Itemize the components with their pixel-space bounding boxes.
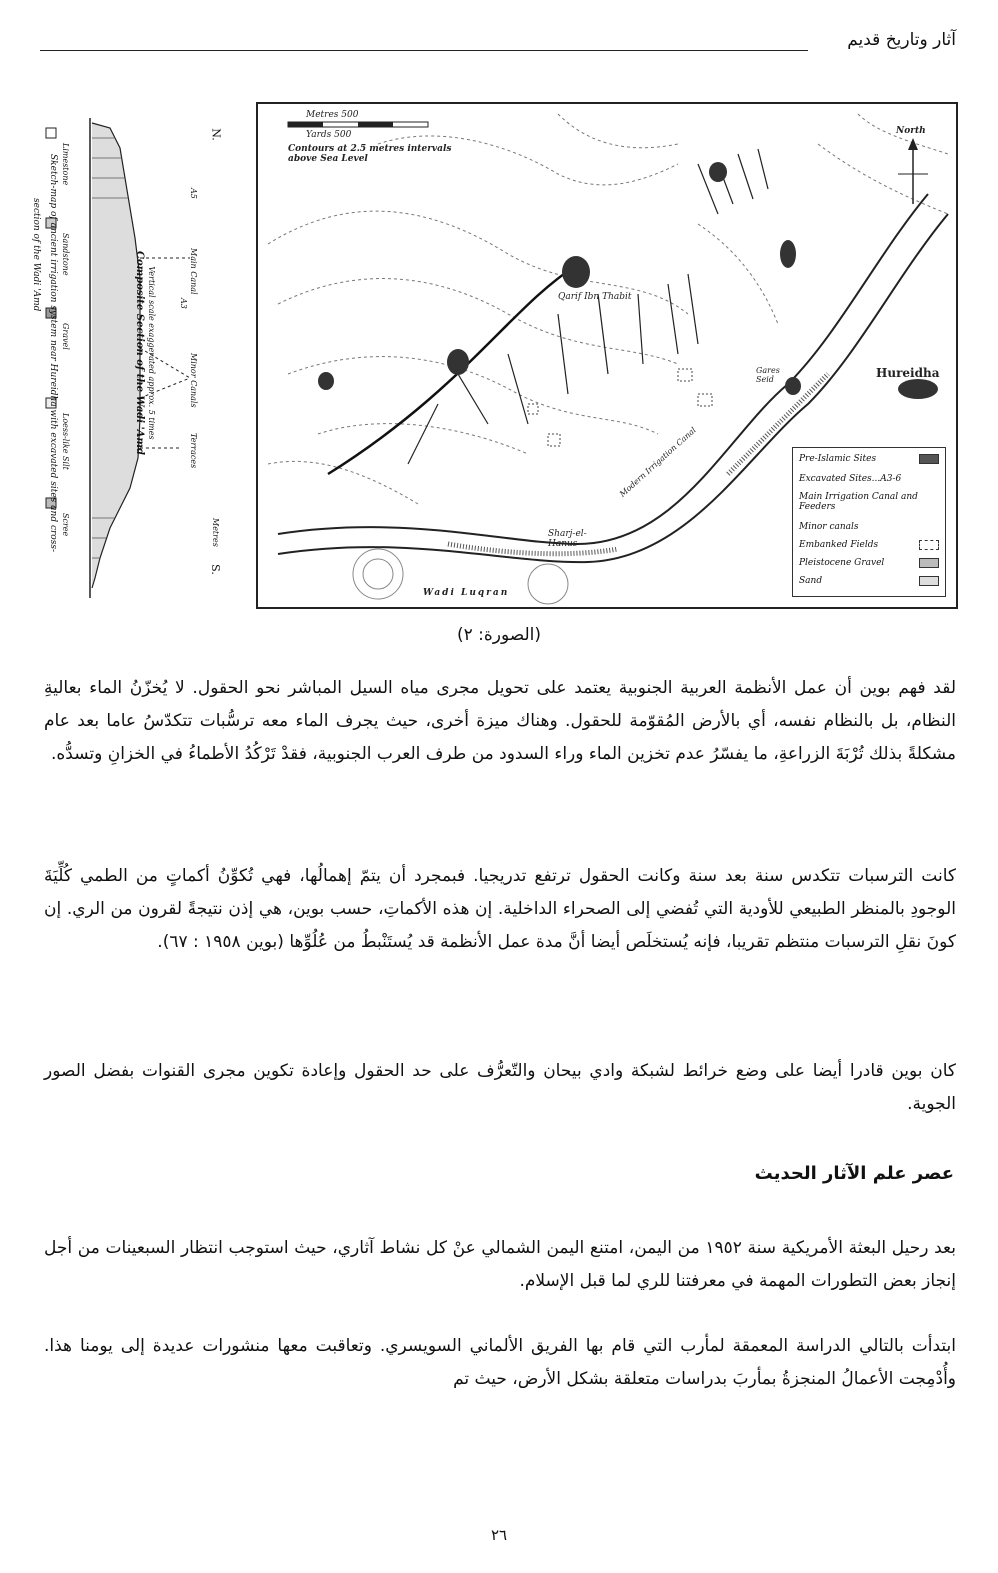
key-sandstone: Sandstone <box>61 233 70 276</box>
paragraph-3: كان بوين قادرا أيضا على وضع خرائط لشبكة وادي بيحان والتّعرُّف على حد الحقول وإعادة تكوين مجرى القنوات بفضل الصور الجوية. <box>44 1061 956 1114</box>
north-label: North <box>896 126 926 136</box>
running-header: آثار وتاريخ قديم <box>847 30 956 50</box>
section-title: Composite Section of the Wadi 'Amd <box>134 251 145 455</box>
pre-islamic-sites <box>318 162 938 399</box>
page-number: ٢٦ <box>490 1526 508 1544</box>
scale-bar <box>288 122 428 127</box>
composite-section <box>31 98 236 608</box>
place-gares: Gares Seid <box>756 366 780 384</box>
section-caption-2: section of the Wadi 'Amd <box>31 198 41 312</box>
modern-canal-label: Modern Irrigation Canal <box>618 425 698 499</box>
legend-item: Minor canals <box>799 522 859 532</box>
place-qarif: Qarif Ibn Thabit <box>558 292 632 302</box>
section-minor-canals: Minor Canals <box>189 353 198 408</box>
header-rule <box>40 50 808 51</box>
section-north: N. <box>209 128 223 141</box>
section-subtitle: Vertical scale exaggerated approx. 5 times <box>147 266 156 440</box>
place-sharj: Sharj-el-Hanus <box>548 529 587 549</box>
place-hureidha: Hureidha <box>876 366 940 380</box>
irrigation-map <box>256 102 958 609</box>
paragraph-2: كانت الترسبات تتكدس سنة بعد سنة وكانت الحقول ترتفع تدريجيا. فبمجرد أن يتمّ إهمالُها، فهي تُكوِّنُ أكماتٍ من الطمي كُلِّيَةَ الوجودِ بالمنظر الطبيعي للأودية التي تُفضي إلى الصحراء الداخلية. إن هذه الأكماتِ، حسب بوين، هي إذن نتيجةً لقرون من الري. إن كونَ نقلِ الترسبات منتظم تقريبا، فإنه يُستخلَص أيضا أنَّ مدة عمل الأنظمة قد يُستَنْبطُ من عُلُوِّها (بوين ١٩٥٨ : ٦٧). <box>44 866 956 952</box>
key-scree: Scree <box>61 513 70 537</box>
paragraph-4: بعد رحيل البعثة الأمريكية سنة ١٩٥٢ من اليمن، امتنع اليمن الشمالي عنْ كل نشاط آثاري، حيث استوجب انتظار السبعينات من أجل إنجاز بعض التطورات المهمة في معرفتنا للري لما قبل الإسلام. <box>44 1238 956 1291</box>
paragraph-1: لقد فهم بوين أن عمل الأنظمة العربية الجنوبية يعتمد على تحويل مجرى مياه السيل المباشر نحو الحقول. لا يُخزّنُ الماء بعاليةِ النظام، بل بالنظام نفسه، أي بالأرض المُقوّمة للحقول. وهناك ميزة أخرى، حيث يجرف الماء معه ترسُّبات تتكدّسُ عاما بعد عام مشكلةً بذلك تُرْبَةَ الزراعةِ، ما يفسّرُ عدم تخزين الماء وراء السدود من طرف العرب الجنوبية، فقدْ تَرْكُدُ الأطماءُ في الخزانِ وتسدُّه. <box>44 678 956 764</box>
legend-item: Main Irrigation Canal and Feeders <box>799 492 918 512</box>
section-terraces: Terraces <box>189 433 198 469</box>
section-south: S. <box>208 564 222 575</box>
section-heading: عصر علم الآثار الحديث <box>754 1163 954 1184</box>
key-loess: Loess-like Silt <box>61 413 70 470</box>
key-gravel: Gravel <box>61 323 70 350</box>
legend-item: Pleistocene Gravel <box>799 558 939 568</box>
figure-caption: (الصورة: ٢) <box>456 625 542 645</box>
legend-item: Sand <box>799 576 939 586</box>
contours-note: Contours at 2.5 metres intervals above Sea Level <box>288 144 452 164</box>
section-site-a5: A5 <box>189 188 198 199</box>
section-metres: Metres <box>211 518 220 547</box>
section-site-a3: A3 <box>179 298 188 309</box>
legend-item: Pre-Islamic Sites <box>799 454 939 464</box>
place-wadi-luqran: Wadi Luqran <box>423 588 510 598</box>
section-main-canal: Main Canal <box>189 248 198 295</box>
paragraph-5: ابتدأت بالتالي الدراسة المعمقة لمأرب التي قام بها الفريق الألماني السويسري. وتعاقبت معها منشورات عديدة إلى يومنا هذا. وأُدْمِجت الأعمالُ المنجزةُ بمأربَ بدراسات متعلقة بشكل الأرض، حيث تم <box>44 1336 956 1389</box>
scale-metres-label: Metres 500 <box>306 110 359 120</box>
map-legend <box>792 447 946 597</box>
section-caption-1: Sketch-map of ancient irrigation system near Hureidha with excavated sites and cross- <box>48 154 58 552</box>
legend-item: Embanked Fields <box>799 540 939 550</box>
scale-yards-label: Yards 500 <box>306 130 352 140</box>
legend-item: Excavated Sites...A3-6 <box>799 474 902 484</box>
key-limestone: Limestone <box>61 143 70 186</box>
